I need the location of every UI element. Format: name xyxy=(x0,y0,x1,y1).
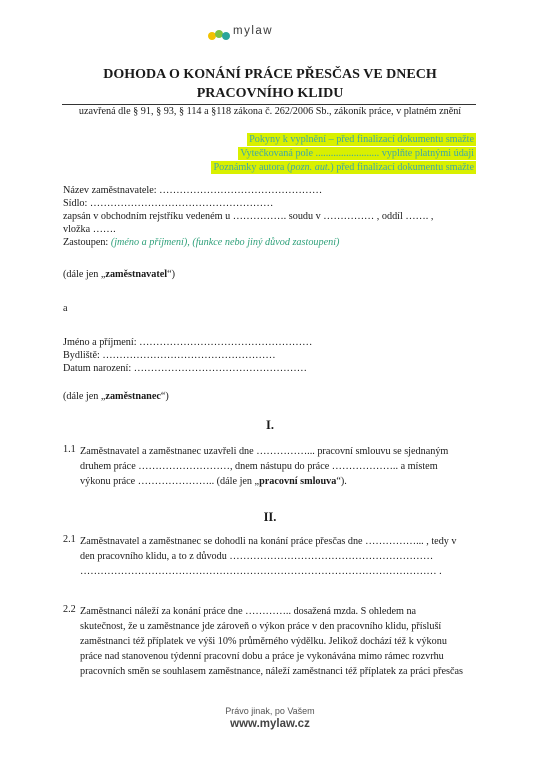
clause-1-1-line2: druhem práce ………………………, dnem nástupu do práce ……………….. a místem xyxy=(80,461,438,472)
clause-2-2-line2: skutečnost, že u zaměstnance jde zároveň o výkon práce v den pracovního klidu, přísluší xyxy=(80,621,442,632)
section-2-heading: II. xyxy=(263,510,277,524)
clause-2-1-line3: …………………………………………………………………………………………… . xyxy=(80,566,442,577)
clause-1-1-number: 1.1 xyxy=(63,444,76,455)
footer-website-link[interactable]: www.mylaw.cz xyxy=(230,718,310,730)
clause-1-1-line3: výkonu práce ………………….. (dále jen „pracovní smlouva“). xyxy=(80,476,347,487)
employee-birth-line: Datum narození: …………………………………………… xyxy=(63,363,307,374)
employer-insert-line: vložka ……. xyxy=(63,224,116,235)
document-title-line1: DOHODA O KONÁNÍ PRÁCE PŘESČAS VE DNECH xyxy=(103,67,437,82)
clause-2-1-number: 2.1 xyxy=(63,534,76,545)
document-subtitle: uzavřená dle § 91, § 93, § 114 a §118 zákona č. 262/2006 Sb., zákoník práce, v platném znění xyxy=(78,106,462,117)
footer-tagline: Právo jinak, po Vašem xyxy=(225,706,315,716)
parties-connector: a xyxy=(63,303,68,314)
note-author-remarks: Poznámky autora (pozn. aut.) před finalizací dokumentu smažte xyxy=(213,162,474,173)
logo-wordmark: mylaw xyxy=(233,25,274,37)
employer-name-line: Název zaměstnavatele: ………………………………………… xyxy=(63,185,323,196)
clause-2-2-line1: Zaměstnanci náleží za konání práce dne ………….. dosažená mzda. S ohledem na xyxy=(80,606,417,617)
clause-2-1-line2: den pracovního klidu, a to z důvodu …………………………………………………… xyxy=(80,551,434,562)
employer-register-line: zapsán v obchodním rejstříku vedeném u ……………. soudu v …………… , oddíl ……. , xyxy=(63,211,434,222)
clause-2-1-line1: Zaměstnavatel a zaměstnanec se dohodli na konání práce přesčas dne ……………... , tedy v xyxy=(80,536,457,547)
clause-2-2-line5: pracovních směn se souhlasem zaměstnance, náleží zaměstnanci též příplatek za práci přesčas xyxy=(80,666,463,677)
clause-2-2-line3: zaměstnanci též příplatek ve výši 10% průměrného výdělku. Jelikož dochází též k výkonu xyxy=(80,636,447,647)
section-1-heading: I. xyxy=(266,418,274,432)
employee-residence-line: Bydliště: …………………………………………… xyxy=(63,350,276,361)
clause-1-1-line1: Zaměstnavatel a zaměstnanec uzavřeli dne ……………... pracovní smlouvu se sjednaným xyxy=(80,446,449,457)
clause-2-2-line4: práce nad stanovenou týdenní pracovní dobu a práce je vykonávána mimo rámec rozvrhu xyxy=(80,651,444,662)
note-instructions: Pokyny k vyplnění – před finalizací dokumentu smažte xyxy=(249,134,474,145)
employer-alias: (dále jen „zaměstnavatel“) xyxy=(63,269,176,280)
clause-2-2-number: 2.2 xyxy=(63,604,76,615)
employer-seat-line: Sídlo: ……………………………………………… xyxy=(63,198,274,209)
employer-represented-line: Zastoupen: (jméno a příjmení), (funkce nebo jiný důvod zastoupení) xyxy=(63,237,340,248)
title-divider xyxy=(62,104,476,105)
employee-alias: (dále jen „zaměstnanec“) xyxy=(63,391,169,402)
employee-name-line: Jméno a příjmení: …………………………………………… xyxy=(63,337,313,348)
document-title-line2: PRACOVNÍHO KLIDU xyxy=(196,86,344,101)
note-dotted-fields: Vytečkovaná pole ......................... vyplňte platnými údaji xyxy=(240,148,474,159)
